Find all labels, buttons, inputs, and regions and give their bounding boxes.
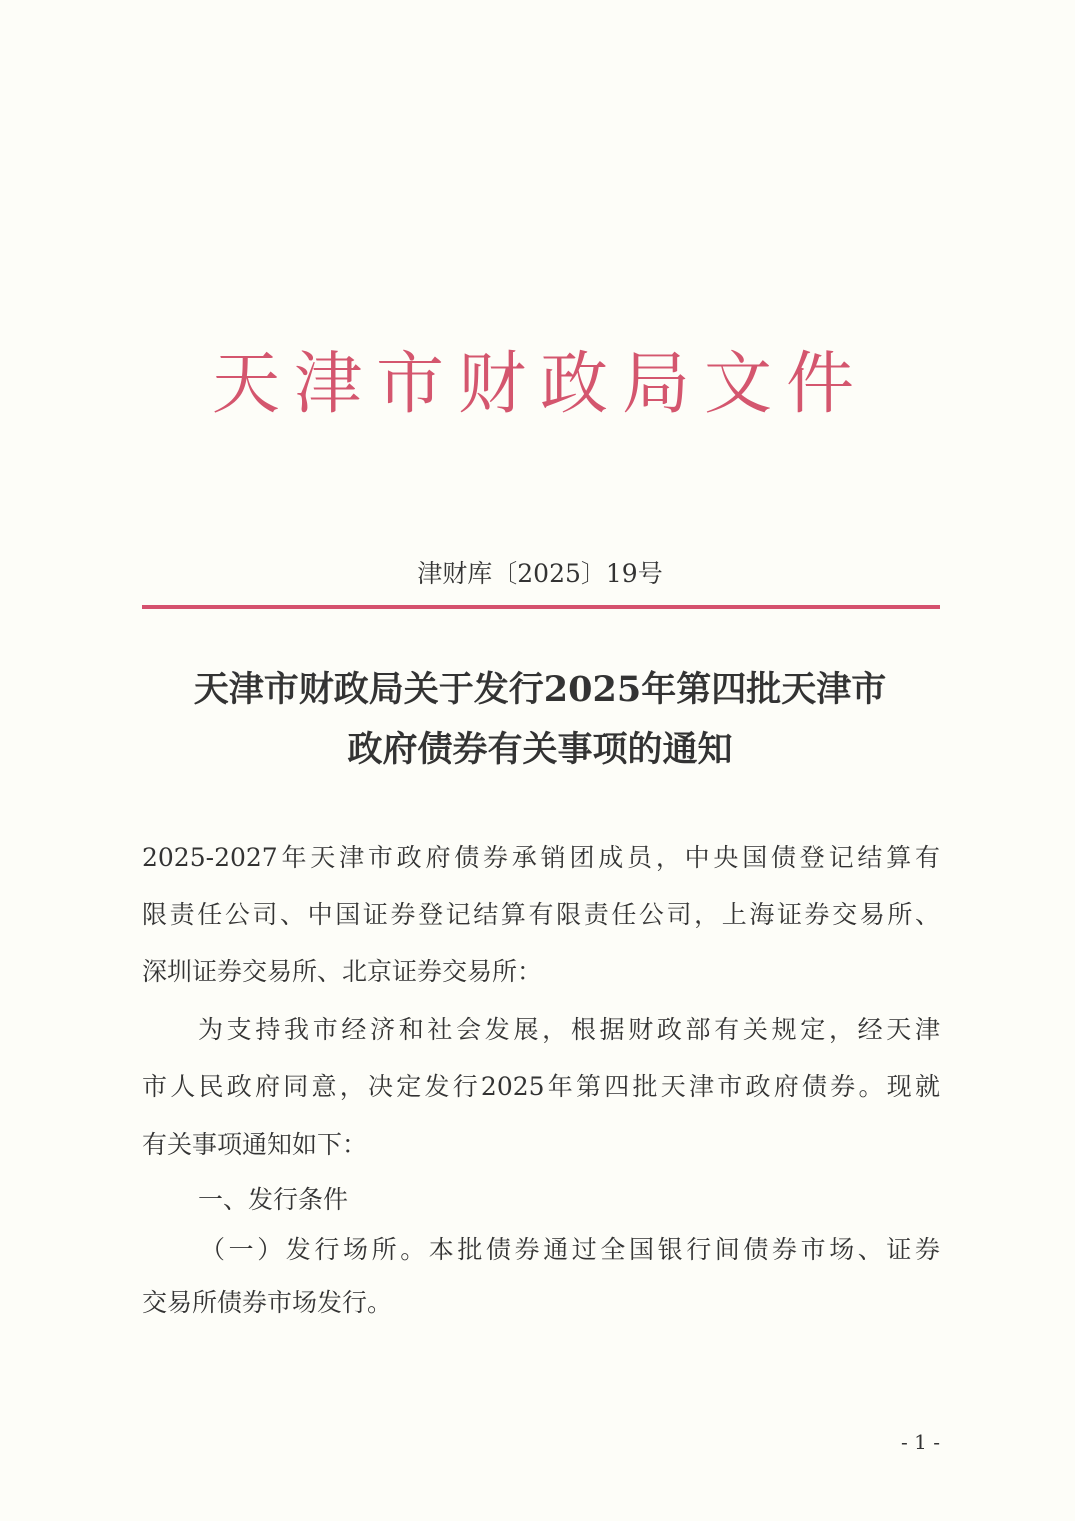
page-number: - 1 - xyxy=(901,1430,940,1454)
addressee-line: 限责任公司、中国证券登记结算有限责任公司，上海证券交易所、 xyxy=(142,900,940,929)
section-heading: 一、发行条件 xyxy=(198,1185,349,1214)
issuer-document-header: 天津市财政局文件 xyxy=(211,345,868,424)
addressee-line: 深圳证券交易所、北京证券交易所： xyxy=(142,957,543,986)
document-title-line-2: 政府债券有关事项的通知 xyxy=(347,729,733,770)
intro-paragraph-line: 市人民政府同意，决定发行2025年第四批天津市政府债券。现就 xyxy=(142,1072,940,1101)
document-number: 津财库〔2025〕19号 xyxy=(417,559,663,588)
addressee-line: 2025-2027年天津市政府债券承销团成员，中央国债登记结算有 xyxy=(142,843,940,872)
item-paragraph-line: （一）发行场所。本批债券通过全国银行间债券市场、证券 xyxy=(200,1235,940,1264)
item-paragraph-line: 交易所债券市场发行。 xyxy=(142,1288,393,1317)
intro-paragraph-line: 有关事项通知如下： xyxy=(142,1130,368,1159)
document-title-line-1: 天津市财政局关于发行2025年第四批天津市 xyxy=(193,669,887,710)
red-divider xyxy=(142,605,940,609)
intro-paragraph-line: 为支持我市经济和社会发展，根据财政部有关规定，经天津 xyxy=(198,1015,940,1044)
